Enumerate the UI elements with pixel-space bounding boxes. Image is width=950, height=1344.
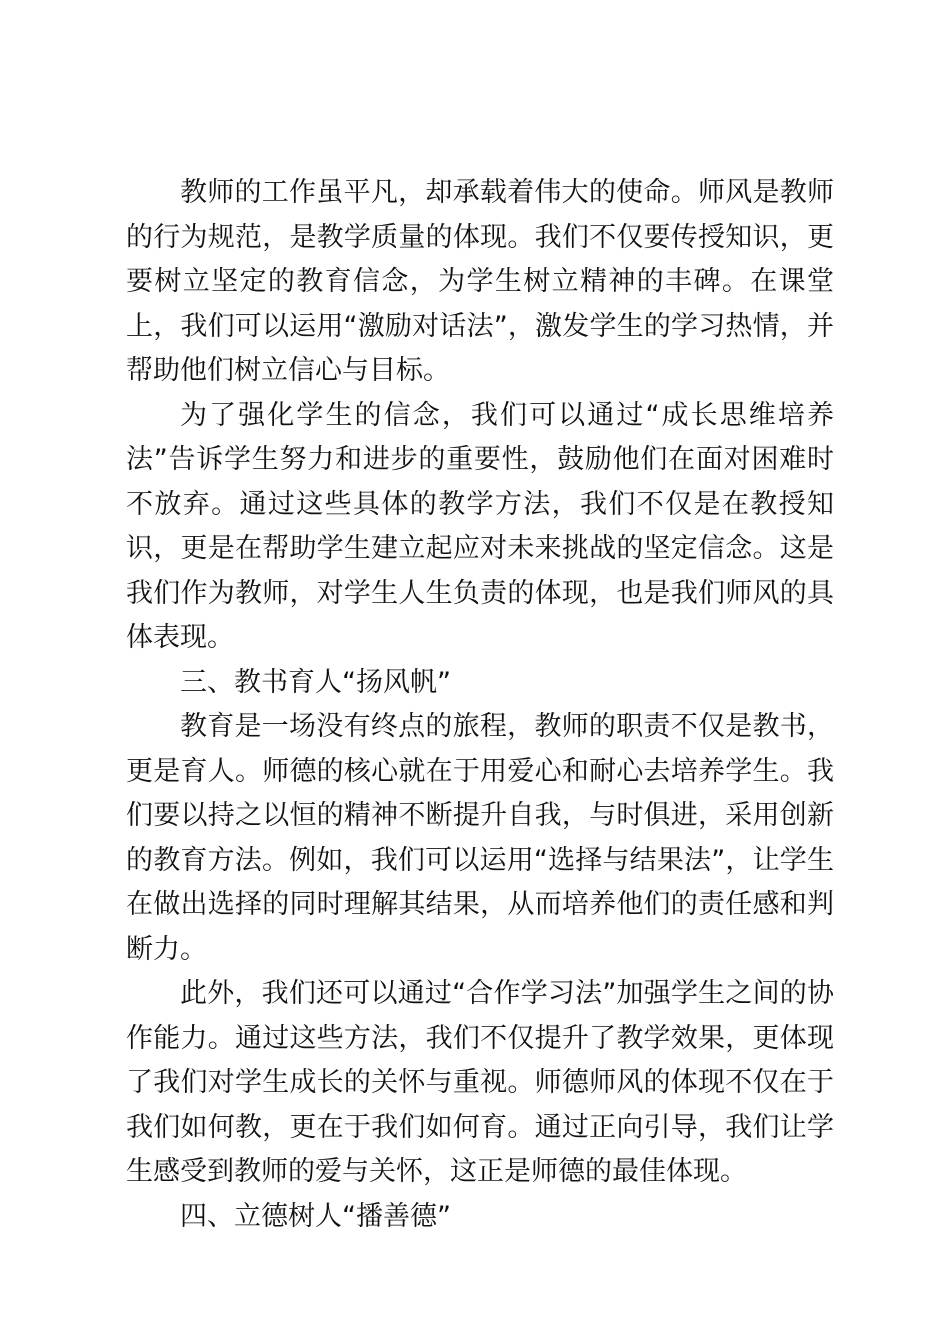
paragraph-cooperative-learning: 此外，我们还可以通过“合作学习法”加强学生之间的协作能力。通过这些方法，我们不仅提升了教学效果，更体现了我们对学生成长的关怀与重视。师德师风的体现不仅在于我们如何教，更在于我们如何育。通过正向引导，我们让学生感受到教师的爱与关怀，这正是师德的最佳体现。 <box>126 978 834 1187</box>
document-body <box>126 171 834 1239</box>
section-heading-three: 三、教书育人“扬风帆” <box>180 666 451 698</box>
paragraph-growth-mindset: 为了强化学生的信念，我们可以通过“成长思维培养法”告诉学生努力和进步的重要性，鼓励他们在面对困难时不放弃。通过这些具体的教学方法，我们不仅是在教授知识，更是在帮助学生建立起应对未来挑战的坚定信念。这是我们作为教师，对学生人生负责的体现，也是我们师风的具体表现。 <box>126 399 834 653</box>
paragraph-teacher-mission: 教师的工作虽平凡，却承载着伟大的使命。师风是教师的行为规范，是教学质量的体现。我们不仅要传授知识，更要树立坚定的教育信念，为学生树立精神的丰碑。在课堂上，我们可以运用“激励对话法”，激发学生的学习热情，并帮助他们树立信心与目标。 <box>126 177 834 386</box>
paragraph-education-journey: 教育是一场没有终点的旅程，教师的职责不仅是教书，更是育人。师德的核心就在于用爱心和耐心去培养学生。我们要以持之以恒的精神不断提升自我，与时俱进，采用创新的教育方法。例如，我们可以运用“选择与结果法”，让学生在做出选择的同时理解其结果，从而培养他们的责任感和判断力。 <box>126 711 834 965</box>
section-heading-four: 四、立德树人“播善德” <box>180 1200 451 1232</box>
